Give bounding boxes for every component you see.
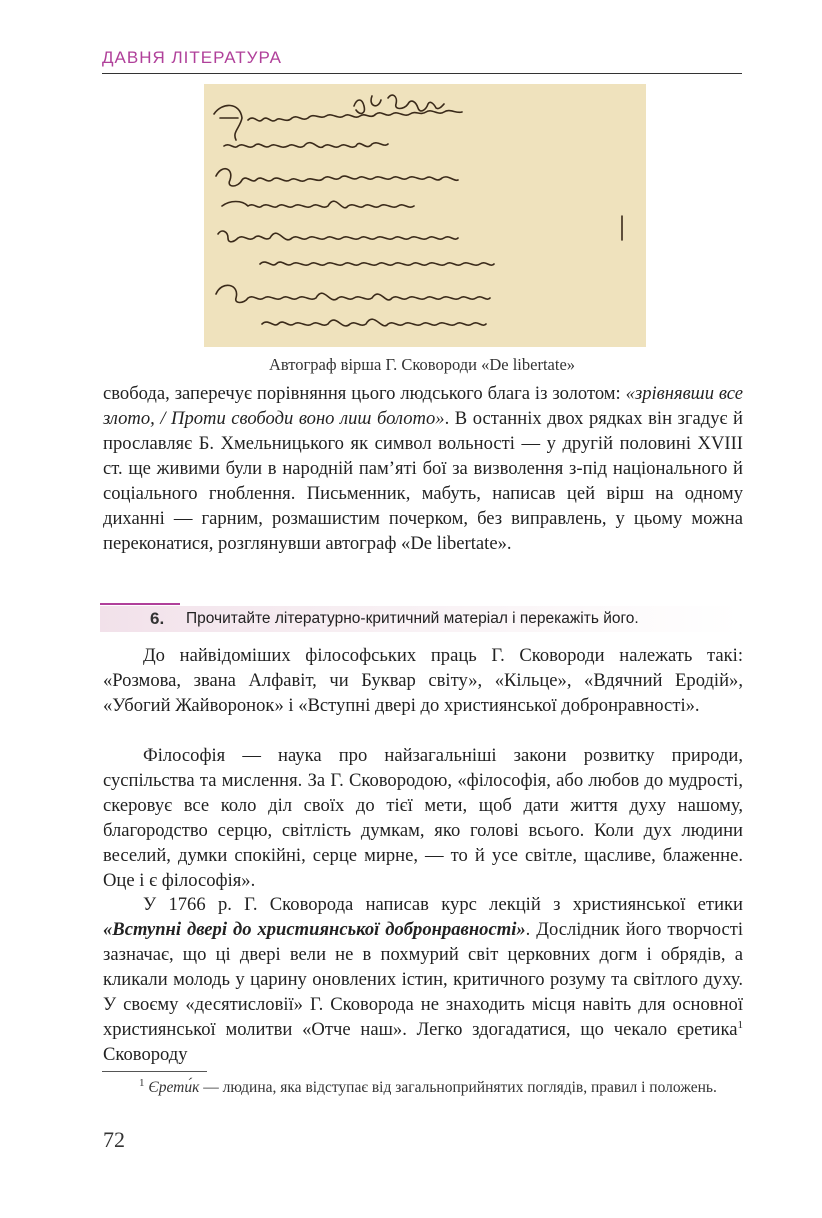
section-header: ДАВНЯ ЛІТЕРАТУРА <box>102 48 283 67</box>
footnote-divider <box>102 1071 207 1072</box>
footnote-ref: 1 <box>737 1018 743 1031</box>
paragraph-text: . Дослідник його творчості зазначає, що ці двері вели не в похмурий світ церковних догм і обрядів, а кликали молодь у царину оновлених істин, критичного розуму та світлого духу. У своєму «десятисловії» Г. Сковорода не знаходить місця навіть для основної християнської молитви «Отче наш». Легко здогадатися, що чекало єретика <box>103 919 743 1040</box>
work-title-bold: «Вступні двері до християнської добронравності» <box>103 919 526 940</box>
footnote <box>103 1077 743 1098</box>
footnote-mark: 1 <box>139 1076 145 1089</box>
paragraph-text: свобода, заперечує порівняння цього людського блага із золотом: <box>103 383 626 404</box>
task-number: 6. <box>150 609 165 628</box>
footnote-text: — людина, яка відступає від загальноприйнятих поглядів, правил і положень. <box>199 1079 717 1096</box>
quote-italic: «зрівнявши все злото, / Проти свободи воно лиш болото» <box>103 383 744 429</box>
footnote-term: Єрети́к <box>148 1079 200 1096</box>
paragraph-text: У 1766 р. Г. Сковорода написав курс лекцій з християнської етики <box>143 894 743 915</box>
paragraph-lectures <box>103 892 743 1067</box>
task-accent-line <box>100 603 180 605</box>
header-divider <box>102 73 742 74</box>
paragraph-philosophy: Філософія — наука про найзагальніші закони розвитку природи, суспільства та мислення. За Г. Сковородою, «філософія, або любов до мудрості, скеровує все коло діл своїх до тієї мети, щоб дати життя духу нашому, благородство серцю, світлість думкам, яко голові всього. Коли дух людини веселий, думки спокійні, серце мирне, — то й усе світле, щасливе, блаженне. Оце і є філософія». <box>103 745 743 891</box>
paragraph-works: До найвідоміших філософських праць Г. Сковороди належать такі: «Розмова, звана Алфавіт, чи Буквар світу», «Кільце», «Вдячний Еродій», «Убогий Жайворонок» і «Вступні двері до християнської добронравності». <box>103 645 743 716</box>
handwriting-illustration <box>204 84 646 347</box>
page-number: 72 <box>103 1127 125 1152</box>
task-instruction: Прочитайте літературно-критичний матеріал і перекажіть його. <box>186 610 639 627</box>
autograph-image <box>204 84 646 347</box>
paragraph-text: Сковороду <box>103 1044 188 1065</box>
paragraph-freedom <box>103 381 743 556</box>
figure-caption: Автограф вірша Г. Сковороди «De libertate» <box>268 355 576 374</box>
paragraph-text: . В останніх двох рядках він згадує й прославляє Б. Хмельницького як символ вольності — у другій половині XVIII ст. ще живими були в народній пам’яті бої за визволення з-під національного й соціального гноблення. Письменник, мабуть, написав цей вірш на одному диханні — гарним, розмашистим почерком, без виправлень, у цьому можна переконатися, розглянувши автограф «De libertate». <box>103 408 743 554</box>
